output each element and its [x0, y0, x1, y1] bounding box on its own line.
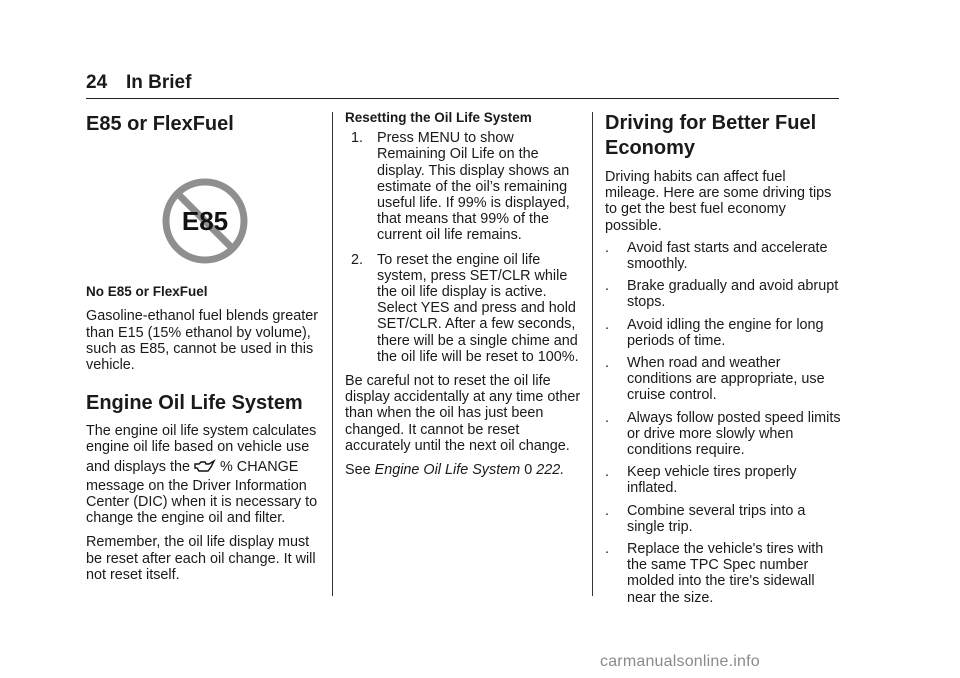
- no-e85-icon: [160, 176, 250, 266]
- tip-text: Always follow posted speed limits or drive more slowly when conditions require.: [627, 409, 841, 459]
- tips-list: [605, 240, 841, 606]
- column-2: [345, 110, 581, 478]
- tip-text: Brake gradually and avoid abrupt stops.: [627, 278, 839, 311]
- step-item: [351, 130, 581, 243]
- e85-heading: E85 or FlexFuel: [86, 113, 234, 135]
- badge-text: E85: [181, 206, 229, 236]
- oil-life-heading: Engine Oil Life System: [86, 392, 303, 415]
- change-text: % CHANGE: [220, 458, 299, 475]
- tip-item: [605, 410, 841, 459]
- bullet-icon: .: [605, 316, 609, 333]
- tip-item: [605, 355, 841, 404]
- bullet-icon: .: [605, 239, 609, 256]
- see-reference: [345, 462, 581, 478]
- tip-text: Replace the vehicle's tires with the same TPC Spec number molded into the tire's sidewall near the size.: [627, 541, 824, 606]
- oil-reset-reminder: Remember, the oil life display must be reset after each oil change. It will not reset itself.: [86, 534, 316, 583]
- reference-page: 222.: [536, 462, 565, 479]
- column-divider-1: [332, 112, 333, 596]
- tip-text: Combine several trips into a single trip.: [627, 502, 806, 535]
- bullet-icon: .: [605, 355, 609, 372]
- page-number: 24: [86, 72, 108, 93]
- tip-item: [605, 278, 841, 310]
- tip-text: Avoid fast starts and accelerate smoothly.: [627, 239, 828, 273]
- oil-life-para-1: The engine oil life system calculates engine oil life based on vehicle use: [86, 423, 317, 456]
- reset-caution: Be careful not to reset the oil life display accidentally at any time other than when the oil has just been changed. It cannot be reset accurately until the next oil change.: [345, 373, 581, 454]
- bullet-icon: .: [605, 409, 609, 426]
- step-text: To reset the engine oil life system, press SET/CLR while the oil life display is active. Select YES and press and hold SET/CLR. After a few seconds, there will be a single chime and the oil life will be reset to 100%.: [377, 251, 579, 365]
- bullet-icon: .: [605, 278, 609, 295]
- tip-text: Avoid idling the engine for long periods of time.: [627, 316, 824, 349]
- tip-item: [605, 317, 841, 349]
- fuel-economy-heading: Driving for Better Fuel Economy: [605, 112, 817, 159]
- column-divider-2: [592, 112, 593, 596]
- e85-paragraph: Gasoline-ethanol fuel blends greater than E15 (15% ethanol by volume), such as E85, cannot be used in this vehicle.: [86, 308, 318, 374]
- oil-can-icon: [194, 459, 216, 473]
- tip-text: When road and weather conditions are appropriate, use cruise control.: [627, 355, 825, 404]
- oil-life-para-3: message on the Driver Information Center (DIC) when it is necessary to change the engine oil and filter.: [86, 477, 318, 527]
- bullet-icon: .: [605, 502, 609, 519]
- step-text: Press MENU to show Remaining Oil Life on the display. This display shows an estimate of the oil’s remaining useful life. If 99% is displayed, that means that 99% of the current oil life remains.: [377, 130, 570, 244]
- fuel-economy-intro: Driving habits can affect fuel mileage. Here are some driving tips to get the best fuel economy possible.: [605, 169, 832, 234]
- page-ref-arrow-icon: 0: [524, 462, 533, 479]
- see-text: See: [345, 462, 371, 479]
- oil-life-para-2: [86, 459, 322, 475]
- tip-item: [605, 503, 841, 535]
- column-1: [86, 110, 322, 583]
- bullet-icon: .: [605, 541, 609, 558]
- watermark: carmanualsonline.info: [600, 653, 760, 670]
- displays-the-text: and displays the: [86, 458, 191, 475]
- reference-link[interactable]: Engine Oil Life System: [374, 462, 521, 479]
- reset-oil-heading: Resetting the Oil Life System: [345, 110, 532, 125]
- step-item: [351, 252, 581, 365]
- step-number: 2.: [351, 251, 364, 268]
- tip-text: Keep vehicle tires properly inflated.: [627, 464, 797, 497]
- step-number: 1.: [351, 130, 364, 147]
- tip-item: [605, 464, 841, 496]
- tip-item: [605, 240, 841, 272]
- section-title: In Brief: [126, 72, 192, 93]
- e85-caption: No E85 or FlexFuel: [86, 284, 208, 300]
- header-rule: [86, 98, 839, 99]
- page-header: [86, 72, 191, 94]
- bullet-icon: .: [605, 464, 609, 481]
- tip-item: [605, 541, 841, 606]
- column-3: [605, 110, 841, 606]
